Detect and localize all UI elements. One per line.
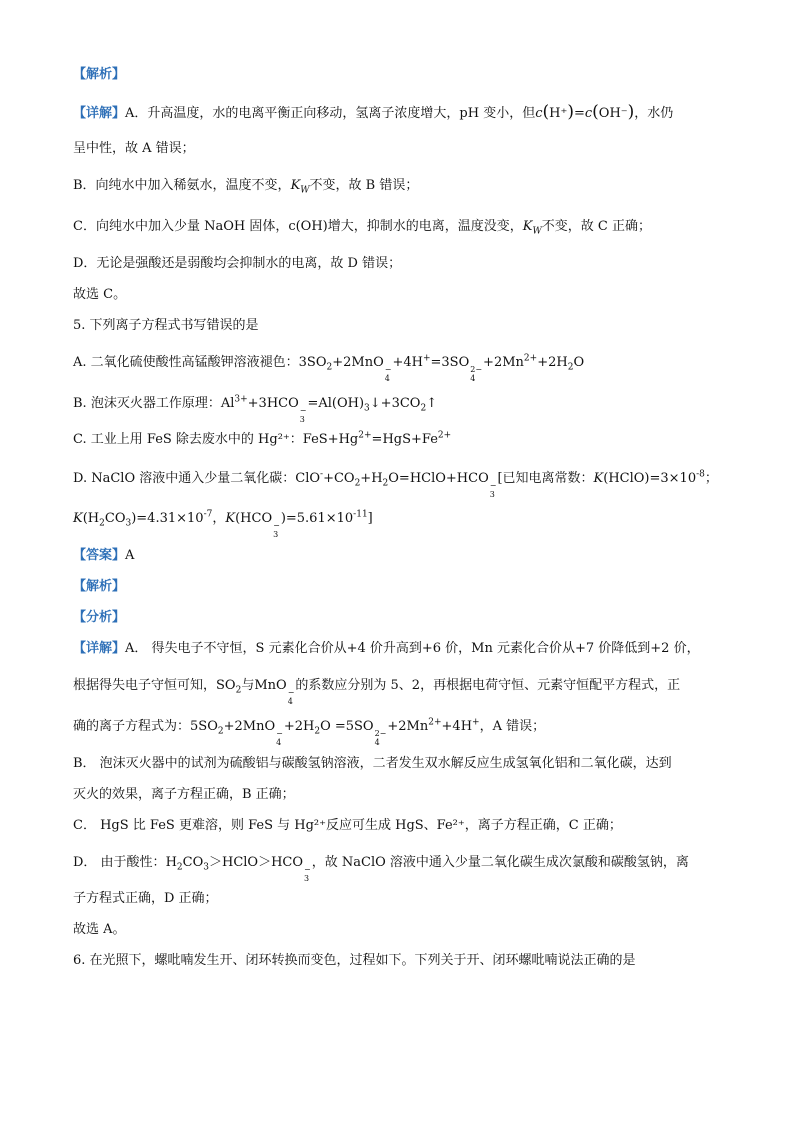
q5-option-d-line1: D. NaClO 溶液中通入少量二氧化碳：$ClO^-+CO_2+H_2O=HClO+HCO$ − 3 [已知电离常数：$K(HClO)=3\times 10^{-8}$； bbox=[73, 469, 718, 499]
q5-fenxi-tag: 【分析】 bbox=[73, 610, 126, 625]
q5-detail-a-line2: 根据得失电子守恒可知，$SO_2$与MnO − 4 的系数应分别为 5、2，再根据电荷守恒、元素守恒配平方程式，正 bbox=[73, 678, 681, 706]
q5-option-b: B. 泡沫灭火器工作原理：$Al^{3+}+3HCO$ − 3 $=Al(OH)_3↓+3CO_2↑$ bbox=[73, 394, 438, 424]
q5-detail-b-line1: B． 泡沫灭火器中的试剂为硫酸铝与碳酸氢钠溶液，二者发生双水解反应生成氢氧化铝和二氧化碳，达到 bbox=[73, 756, 672, 771]
q5-option-a: A. 二氧化硫使酸性高锰酸钾溶液褪色：$3SO_2+2MnO$ − 4 +4H+=3SO 2− 4 $+2Mn^{2+}+2H_2O$ bbox=[73, 353, 585, 383]
q5-option-d-line2: $K(H_2CO_3)=4.31\times 10^{-7}$，K(HCO − 3 )$=5.61\times 10^{-11}$] bbox=[73, 509, 373, 539]
q5-detail-d-line2: 子方程式正确，D 正确； bbox=[73, 891, 218, 906]
section-tag-detail: 【详解】 bbox=[73, 106, 126, 121]
q4-detail-a-line2: 呈中性，故 A 错误； bbox=[73, 141, 195, 156]
q6-stem: 6. 在光照下，螺吡喃发生开、闭环转换而变色，过程如下。下列关于开、闭环螺吡喃说法正确的是 bbox=[73, 953, 636, 968]
q4-detail-c: C．向纯水中加入少量 NaOH 固体，c(OH)增大，抑制水的电离，温度没变，$K_W$不变，故 C 正确； bbox=[73, 219, 651, 237]
q5-stem: 5. 下列离子方程式书写错误的是 bbox=[73, 318, 259, 333]
q5-analysis-tag: 【解析】 bbox=[73, 579, 126, 594]
q5-conclusion: 故选 A。 bbox=[73, 922, 126, 937]
q4-detail-b: B．向纯水中加入稀氨水，温度不变，$K_W$不变，故 B 错误； bbox=[73, 178, 419, 196]
q4-detail-d: D．无论是强酸还是弱酸均会抑制水的电离，故 D 错误； bbox=[73, 256, 402, 271]
q5-detail-a-line1: 【详解】A． 得失电子不守恒，S 元素化合价从+4 价升高到+6 价，Mn 元素化合价从+7 价降低到+2 价， bbox=[73, 641, 700, 656]
q5-detail-d-line1: D． 由于酸性：$H_2CO_3>HClO>HCO$ − 3 ，故 NaClO 溶液中通入少量二氧化碳生成次氯酸和碳酸氢钠，离 bbox=[73, 855, 689, 883]
q4-conclusion: 故选 C。 bbox=[73, 287, 127, 302]
q5-detail-a-line3: 确的离子方程式为：$5SO_2+2MnO$ − 4 $+2H_2O =5SO$ 2− 4 $+2Mn^{2+}+4H^+$，A 错误； bbox=[73, 717, 546, 747]
q5-answer: 【答案】A bbox=[73, 548, 135, 563]
q5-detail-b-line2: 灭火的效果，离子方程正确，B 正确； bbox=[73, 787, 295, 802]
section-tag-analysis: 【解析】 bbox=[73, 67, 126, 82]
q5-detail-c: C． HgS 比 FeS 更难溶，则 FeS 与 Hg²⁺反应可生成 HgS、Fe²⁺，离子方程正确，C 正确； bbox=[73, 818, 622, 833]
q4-detail-a-line1: 【详解】A．升高温度，水的电离平衡正向移动，氢离子浓度增大，pH 变小，但c(H⁺)=c(OH⁻)，水仍 bbox=[73, 102, 674, 122]
q5-option-c: C. 工业上用 FeS 除去废水中的 Hg²⁺：$FeS+Hg^{2+}=HgS+Fe^{2+}$ bbox=[73, 430, 452, 447]
